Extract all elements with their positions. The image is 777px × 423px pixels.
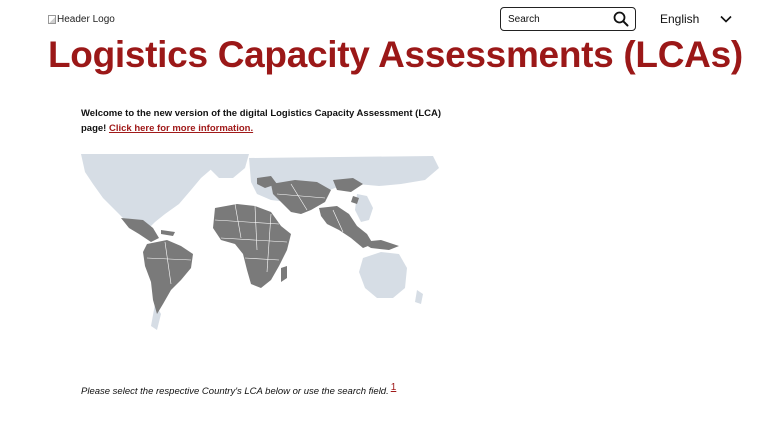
more-info-link[interactable]: Click here for more information. [108,123,254,134]
world-map[interactable] [81,154,447,332]
page-title: Logistics Capacity Assessments (LCAs) [48,34,743,75]
welcome-message [81,106,451,136]
select-country-note [81,382,396,397]
search-box[interactable] [500,7,636,31]
search-input[interactable] [508,14,604,25]
header-logo-alt-text: Header Logo [57,13,115,25]
welcome-text: Welcome to the new version of the digital Logistics Capacity Assessment (LCA) page! [81,108,442,134]
language-label: English [660,12,700,26]
search-icon[interactable] [613,11,629,27]
header-logo[interactable] [48,12,115,26]
chevron-down-icon [720,12,732,26]
select-note-text: Please select the respective Country's LCA below or use the search field. [81,386,389,398]
language-selector[interactable] [660,11,732,27]
footnote-marker[interactable]: 1 [390,382,397,393]
broken-image-icon [48,15,56,24]
